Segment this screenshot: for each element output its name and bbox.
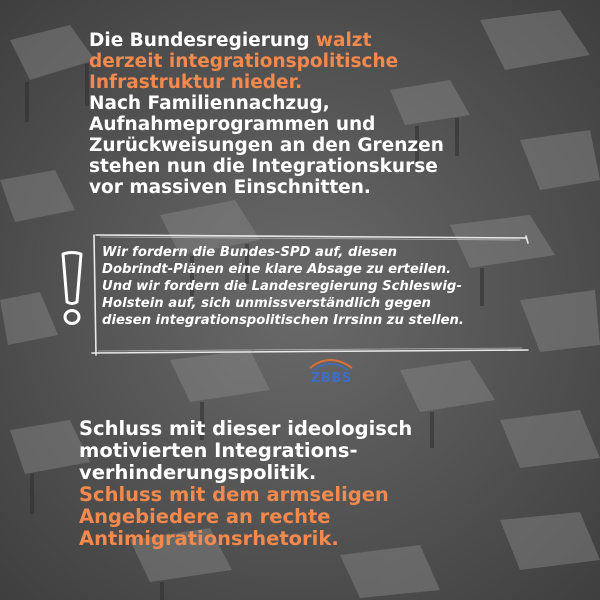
closing-line-3: verhinderungspolitik. [79, 461, 317, 484]
headline-line-5: Aufnahmeprogrammen und [89, 114, 376, 135]
callout-line-1: Wir fordern die Bundes-SPD auf, diesen [102, 245, 398, 260]
logo-text: ZBBS [311, 371, 352, 386]
headline-highlight-3: Infrastruktur nieder. [89, 72, 303, 93]
closing-line-2: motivierten Integrations- [79, 439, 358, 462]
callout-text [102, 244, 527, 329]
headline-highlight-2: derzeit integrationspolitische [89, 51, 399, 72]
headline-line-8: vor massiven Einschnitten. [89, 177, 371, 198]
closing-line-1: Schluss mit dieser ideologisch [79, 417, 413, 440]
callout-line-2: Dobrindt-Plänen eine klare Absage zu erteilen. [102, 262, 452, 277]
callout-line-5: diesen integrationspolitischen Irrsinn zu stellen. [102, 313, 464, 328]
headline [89, 30, 529, 198]
headline-line-1: Die Bundesregierung [89, 30, 316, 51]
exclamation-icon [55, 250, 89, 328]
headline-line-4: Nach Familiennachzug, [89, 93, 330, 114]
callout-line-4: Holstein auf, sich unmissverständlich gegen [102, 296, 431, 311]
closing-highlight-2: Angebiedere an rechte [79, 505, 331, 528]
closing-highlight-3: Antimigrationsrhetorik. [79, 527, 339, 550]
headline-line-7: stehen nun die Integrationskurse [89, 156, 438, 177]
headline-line-6: Zurückweisungen an den Grenzen [89, 135, 444, 156]
callout-line-3: Und wir fordern die Landesregierung Schleswig- [102, 279, 462, 294]
callout-box [90, 233, 530, 358]
closing-highlight-1: Schluss mit dem armseligen [79, 483, 389, 506]
headline-highlight-1: walzt [315, 30, 372, 51]
zbbs-logo [300, 356, 360, 394]
closing-statement [79, 418, 529, 550]
